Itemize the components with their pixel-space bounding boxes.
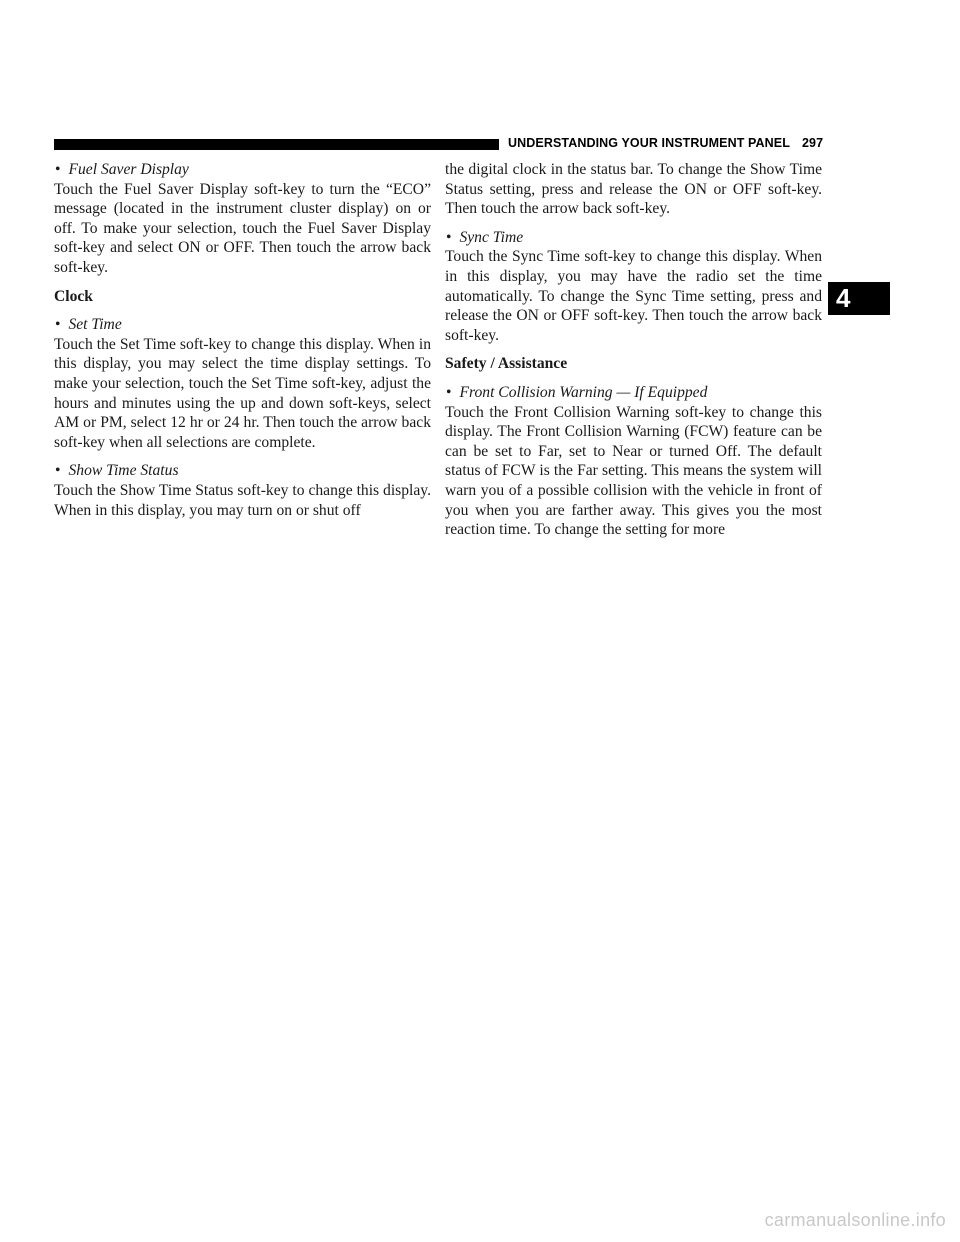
- header-rule: [54, 139, 499, 150]
- bullet-title: Fuel Saver Display: [68, 161, 189, 178]
- section-heading: Clock: [54, 287, 93, 305]
- bullet-icon: •: [446, 228, 452, 246]
- footer-watermark: carmanualsonline.info: [764, 1210, 946, 1230]
- bullet-heading: [445, 228, 822, 248]
- bullet-icon: •: [55, 161, 61, 178]
- bullet-title: Front Collision Warning — If Equipped: [459, 383, 708, 401]
- paragraph: Touch the Front Collision Warning soft-key to change this display. The Front Collision Warning (FCW) feature can be can be set to Far, set to Near or turned Off. The default status of FCW is the Far setting. This means the system will warn you of a possible collision with the vehicle in front of you when you are farther away. This gives you the most reaction time. To change the setting for more: [445, 403, 822, 539]
- page-number: 297: [801, 136, 824, 150]
- left-column: [54, 160, 431, 520]
- paragraph: Touch the Show Time Status soft-key to change this display. When in this display, you may turn on or shut off: [54, 481, 431, 519]
- paragraph: Touch the Fuel Saver Display soft-key to turn the “ECO” message (located in the instrument cluster display) on or off. To make your selection, touch the Fuel Saver Display soft-key and select ON or OFF. Then touch the arrow back soft-key.: [54, 180, 431, 276]
- bullet-title: Set Time: [68, 316, 122, 334]
- bullet-heading: [445, 383, 822, 403]
- bullet-heading: [54, 461, 431, 481]
- chapter-tab: 4: [828, 282, 890, 315]
- bullet-icon: •: [446, 383, 452, 401]
- bullet-heading: [54, 160, 431, 180]
- bullet-icon: •: [55, 462, 61, 480]
- paragraph: Touch the Sync Time soft-key to change this display. When in this display, you may have the radio set the time automatically. To change the Sync Time setting, press and release the ON or OFF soft-key. Then touch the arrow back soft-key.: [445, 248, 822, 344]
- bullet-title: Show Time Status: [68, 462, 179, 480]
- running-header: [508, 136, 823, 150]
- bullet-title: Sync Time: [459, 228, 524, 246]
- header-title: UNDERSTANDING YOUR INSTRUMENT PANEL: [508, 136, 790, 150]
- paragraph: the digital clock in the status bar. To change the Show Time Status setting, press and release the ON or OFF soft-key. Then touch the arrow back soft-key.: [445, 161, 822, 218]
- right-column: [445, 160, 822, 540]
- paragraph: Touch the Set Time soft-key to change this display. When in this display, you may select the time display settings. To make your selection, touch the Set Time soft-key, adjust the hours and minutes using the up and down soft-keys, select AM or PM, select 12 hr or 24 hr. Then touch the arrow back soft-key when all selections are complete.: [54, 335, 431, 451]
- bullet-heading: [54, 315, 431, 335]
- section-heading: Safety / Assistance: [445, 355, 568, 373]
- bullet-icon: •: [55, 316, 61, 334]
